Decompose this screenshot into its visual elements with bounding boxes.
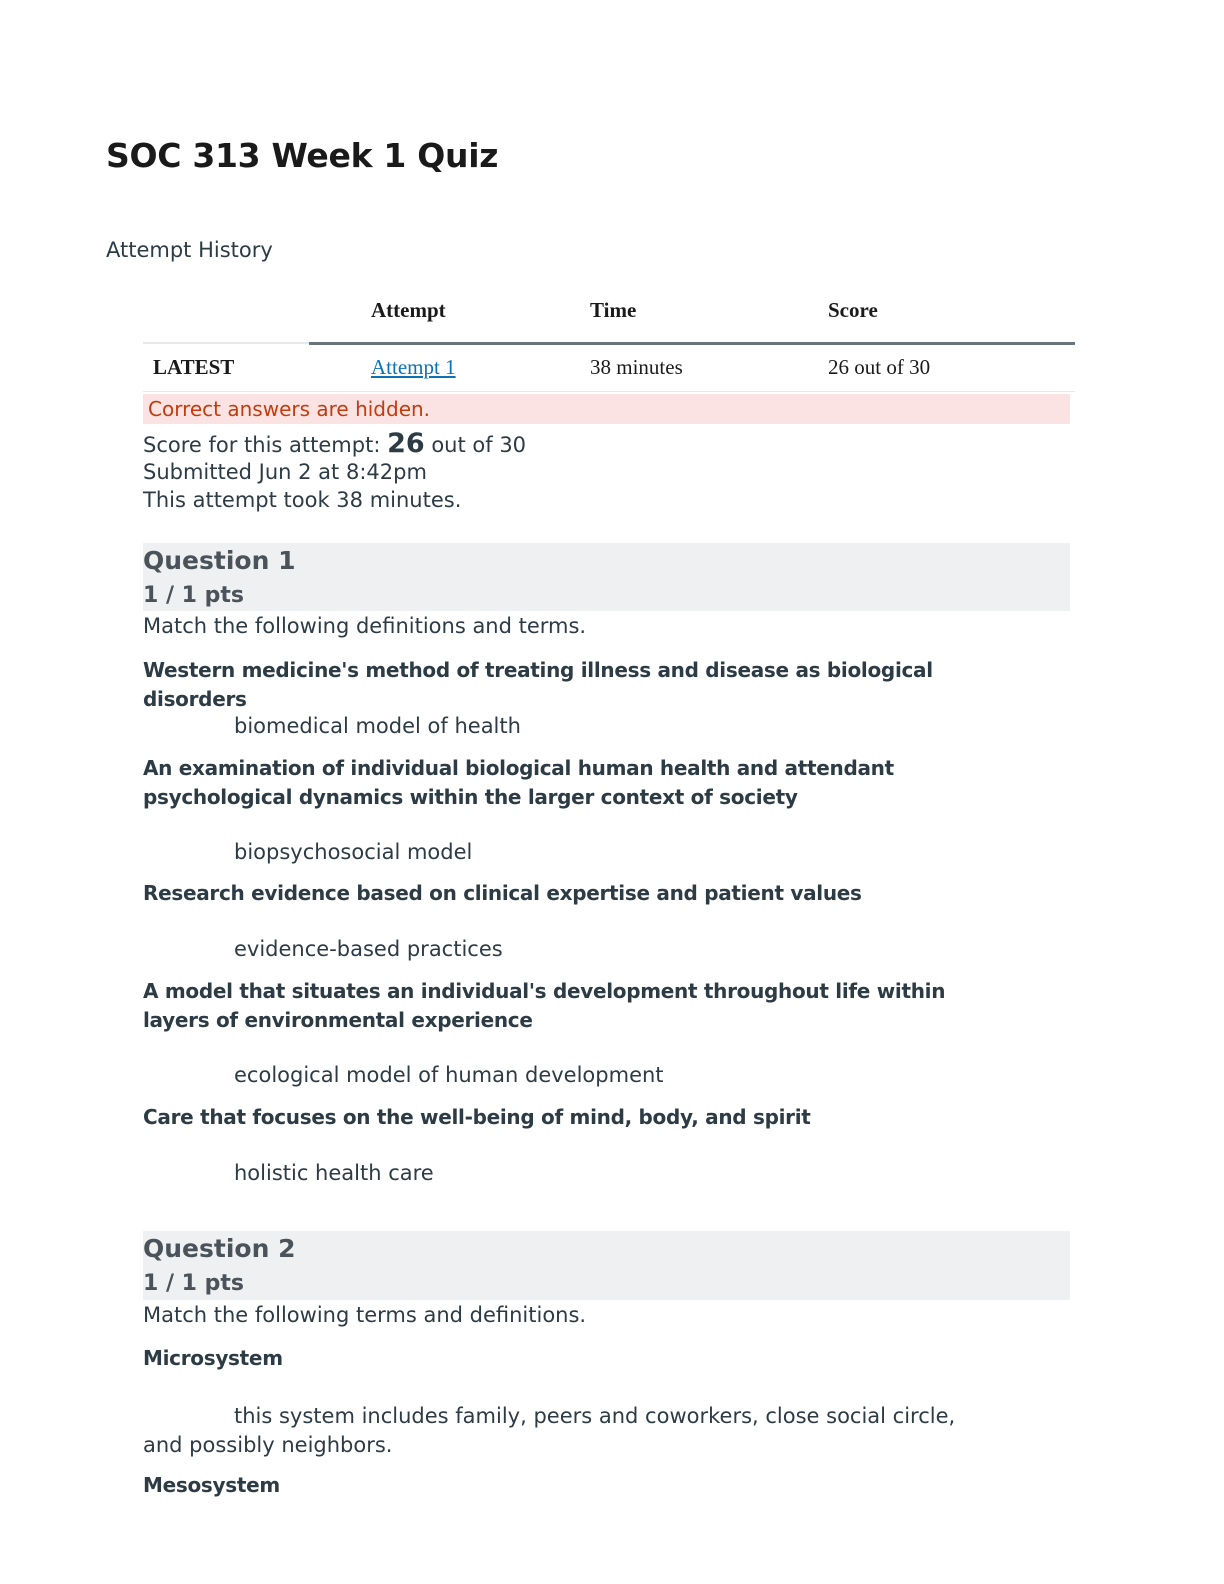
match-definition: Research evidence based on clinical expertise and patient values — [143, 881, 862, 905]
match-answer: this system includes family, peers and coworkers, close social circle, and possibly neighbors. — [143, 1404, 956, 1457]
match-definition: An examination of individual biological human health and attendant psychological dynamics within the larger context of society — [143, 756, 894, 809]
score-suffix: out of 30 — [424, 433, 527, 457]
row-label-latest: LATEST — [153, 355, 235, 379]
score-value: 26 — [387, 428, 425, 459]
attempt-cell — [371, 355, 456, 380]
question-title: Question 2 — [143, 1234, 296, 1263]
match-answer: biopsychosocial model — [234, 840, 473, 864]
match-answer: evidence-based practices — [234, 937, 503, 961]
question-points: 1 / 1 pts — [143, 1271, 244, 1296]
match-answer: ecological model of human development — [234, 1063, 664, 1087]
score-cell: 26 out of 30 — [828, 355, 931, 379]
question-prompt: Match the following terms and definitions. — [143, 1303, 587, 1327]
table-header-rule — [309, 342, 1075, 345]
column-header-score: Score — [828, 298, 878, 322]
attempt-score-line — [143, 428, 526, 459]
match-definition: A model that situates an individual's development throughout life within layers of environmental experience — [143, 979, 946, 1032]
match-definition: Microsystem — [143, 1346, 283, 1370]
match-answer: biomedical model of health — [234, 714, 521, 738]
column-header-time: Time — [590, 298, 637, 322]
attempt-duration: This attempt took 38 minutes. — [143, 488, 462, 512]
attempt-1-link[interactable]: Attempt 1 — [371, 355, 456, 379]
time-cell: 38 minutes — [590, 355, 683, 379]
match-definition: Care that focuses on the well-being of mind, body, and spirit — [143, 1105, 811, 1129]
table-row-rule — [143, 391, 1075, 392]
question-points: 1 / 1 pts — [143, 583, 244, 608]
question-title: Question 1 — [143, 546, 296, 575]
submitted-time: Submitted Jun 2 at 8:42pm — [143, 460, 427, 484]
question-prompt: Match the following definitions and terms. — [143, 614, 587, 638]
match-answer: holistic health care — [234, 1161, 434, 1185]
correct-answers-hidden-notice: Correct answers are hidden. — [143, 394, 1070, 424]
page-title: SOC 313 Week 1 Quiz — [106, 136, 499, 175]
attempt-history-heading: Attempt History — [106, 238, 273, 262]
match-definition: Mesosystem — [143, 1473, 280, 1497]
match-definition: Western medicine's method of treating illness and disease as biological disorders — [143, 658, 933, 711]
column-header-attempt: Attempt — [371, 298, 446, 322]
score-prefix: Score for this attempt: — [143, 433, 388, 457]
table-divider — [143, 342, 309, 344]
